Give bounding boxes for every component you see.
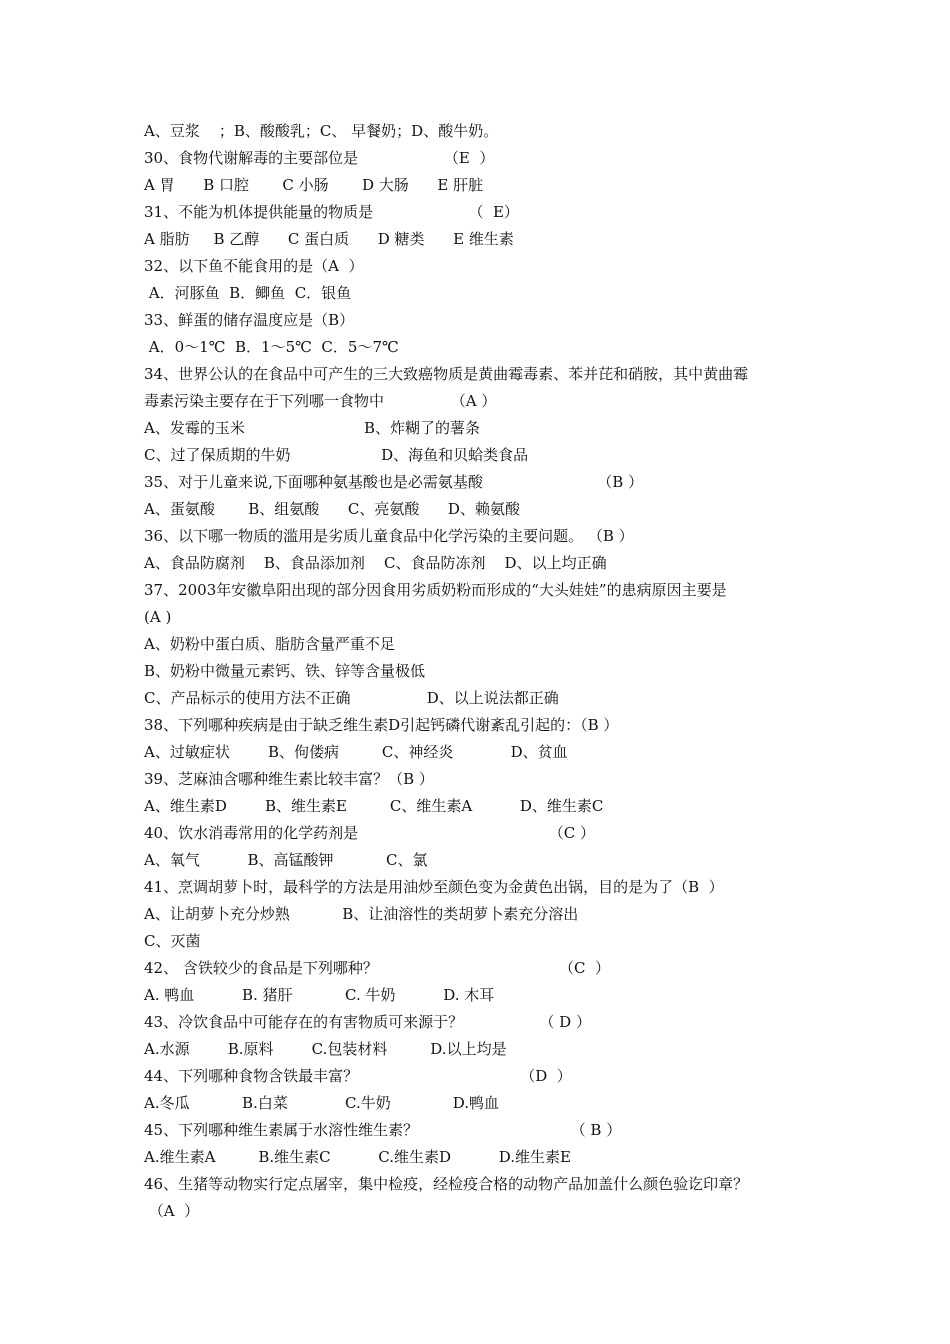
text-line: 36、以下哪一物质的滥用是劣质儿童食品中化学污染的主要问题。 （B ） <box>144 527 634 545</box>
text-line: A、食品防腐剂 B、食品添加剂 C、食品防冻剂 D、以上均正确 <box>144 554 607 572</box>
text-line: A.维生素A B.维生素C C.维生素D D.维生素E <box>144 1148 571 1166</box>
text-line: 37、2003年安徽阜阳出现的部分因食用劣质奶粉而形成的“大头娃娃”的患病原因主要是 <box>144 581 727 599</box>
text-line: A 脂肪 B 乙醇 C 蛋白质 D 糖类 E 维生素 <box>144 230 514 248</box>
text-line: A、蛋氨酸 B、组氨酸 C、亮氨酸 D、赖氨酸 <box>144 500 520 518</box>
text-line: A.水源 B.原料 C.包装材料 D.以上均是 <box>144 1040 507 1058</box>
text-line: A．河豚鱼 B．鲫鱼 C．银鱼 <box>144 284 352 302</box>
text-line: 46、生猪等动物实行定点屠宰，集中检疫，经检疫合格的动物产品加盖什么颜色验讫印章？ <box>144 1175 749 1193</box>
text-line: C、过了保质期的牛奶 D、海鱼和贝蛤类食品 <box>144 446 529 464</box>
text-line: C、产品标示的使用方法不正确 D、以上说法都正确 <box>144 689 559 707</box>
text-line: C、灭菌 <box>144 932 201 950</box>
text-line: 31、不能为机体提供能量的物质是 （ E） <box>144 203 519 221</box>
text-line: A、过敏症状 B、佝偻病 C、神经炎 D、贫血 <box>144 743 568 761</box>
text-line: 38、下列哪种疾病是由于缺乏维生素D引起钙磷代谢紊乱引起的：（B ） <box>144 716 619 734</box>
text-line: A.冬瓜 B.白菜 C.牛奶 D.鸭血 <box>144 1094 500 1112</box>
text-line: 32、以下鱼不能食用的是（A ） <box>144 257 364 275</box>
text-line: 41、烹调胡萝卜时，最科学的方法是用油炒至颜色变为金黄色出锅，目的是为了（B ） <box>144 878 724 896</box>
text-line: A、维生素D B、维生素E C、维生素A D、维生素C <box>144 797 604 815</box>
text-line: 42、 含铁较少的食品是下列哪种？ （C ） <box>144 959 611 977</box>
text-line: 33、鲜蛋的储存温度应是（B） <box>144 311 355 329</box>
text-line: 44、下列哪种食物含铁最丰富？ （D ） <box>144 1067 572 1085</box>
text-line: 39、芝麻油含哪种维生素比较丰富？（B ） <box>144 770 434 788</box>
text-line: A、氧气 B、高锰酸钾 C、氯 <box>144 851 428 869</box>
text-line: 35、对于儿童来说,下面哪种氨基酸也是必需氨基酸 （B ） <box>144 473 644 491</box>
text-line: A、让胡萝卜充分炒熟 B、让油溶性的类胡萝卜素充分溶出 <box>144 905 579 923</box>
text-line: A、发霉的玉米 B、炸糊了的薯条 <box>144 419 481 437</box>
text-line: B、奶粉中微量元素钙、铁、锌等含量极低 <box>144 662 426 680</box>
text-line: 43、冷饮食品中可能存在的有害物质可来源于？ （ D ） <box>144 1013 591 1031</box>
text-line: (A ) <box>144 608 172 626</box>
text-line: A、奶粉中蛋白质、脂肪含量严重不足 <box>144 635 395 653</box>
text-line: A、豆浆 ；B、酸酸乳；C、 早餐奶；D、酸牛奶。 <box>144 122 499 140</box>
text-line: 30、食物代谢解毒的主要部位是 （E ） <box>144 149 495 167</box>
text-line: A. 鸭血 B. 猪肝 C. 牛奶 D. 木耳 <box>144 986 495 1004</box>
text-line: A．0～1℃ B．1～5℃ C．5～7℃ <box>144 338 399 356</box>
text-line: 45、下列哪种维生素属于水溶性维生素？ （ B ） <box>144 1121 622 1139</box>
text-line: 毒素污染主要存在于下列哪一食物中 （A ） <box>144 392 497 410</box>
text-line: 40、饮水消毒常用的化学药剂是 （C ） <box>144 824 596 842</box>
text-line: A 胃 B 口腔 C 小肠 D 大肠 E 肝脏 <box>144 176 484 194</box>
text-line: 34、世界公认的在食品中可产生的三大致癌物质是黄曲霉毒素、苯并芘和硝胺，其中黄曲霉 <box>144 365 749 383</box>
text-line: （A ） <box>144 1202 200 1220</box>
question-list <box>144 118 824 1225</box>
